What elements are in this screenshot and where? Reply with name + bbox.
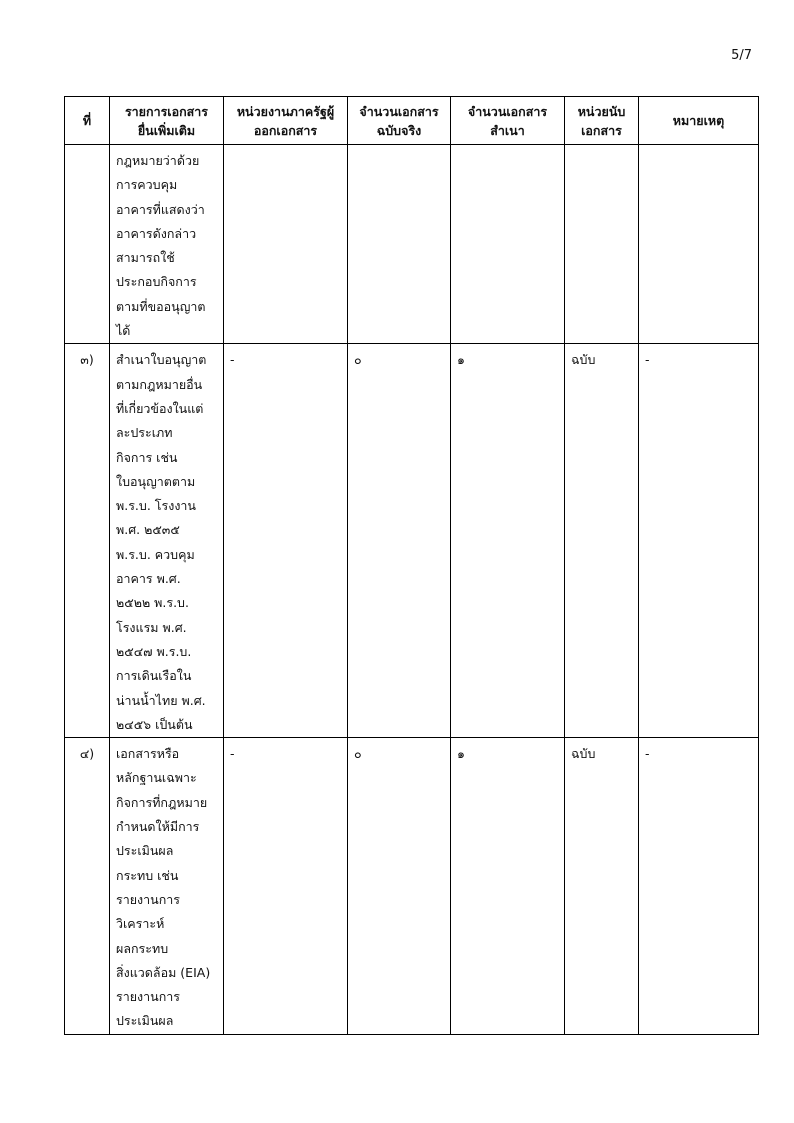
table-header-row (65, 97, 759, 145)
header-copy-count (451, 97, 565, 145)
header-document-list (110, 97, 224, 145)
issuing-agency: - (224, 738, 348, 1035)
document-description (110, 738, 224, 1035)
header-unit (565, 97, 639, 145)
text-line: ๒๕๒๒ พ.ร.บ. (116, 595, 189, 611)
header-line: รายการเอกสาร (124, 103, 209, 119)
text-line: ประเมินผล (116, 843, 174, 859)
text-line: อาคารดังกล่าว (116, 225, 197, 241)
text-line: ผลกระทบ (116, 940, 169, 956)
text-line: รายงานการ (116, 989, 181, 1005)
header-remark (639, 97, 759, 145)
unit: ฉบับ (565, 738, 639, 1035)
additional-documents-table (64, 96, 759, 1035)
header-line: หน่วยงานภาครัฐผู้ (236, 103, 335, 119)
header-line: หมายเหตุ (672, 113, 725, 128)
table-row (65, 344, 759, 738)
issuing-agency: - (224, 344, 348, 738)
text-line: ๒๕๔๗ พ.ร.บ. (116, 643, 192, 659)
table-row (65, 145, 759, 344)
header-line: จำนวนเอกสาร (467, 103, 548, 119)
text-line: ที่เกี่ยวข้องในแต่ (116, 400, 204, 416)
header-issuing-agency (224, 97, 348, 145)
table-row (65, 738, 759, 1035)
document-description (110, 145, 224, 344)
text-line: ละประเภท (116, 425, 173, 441)
header-line: เอกสาร (581, 122, 622, 138)
unit (565, 145, 639, 344)
text-line: เอกสารหรือ (116, 746, 180, 762)
row-number (65, 145, 110, 344)
text-line: กระทบ เช่น (116, 867, 179, 883)
text-line: น่านน้ำไทย พ.ศ. (116, 692, 206, 708)
text-line: ประกอบกิจการ (116, 274, 197, 290)
header-line: ที่ (82, 113, 92, 128)
row-number: ๓) (65, 344, 110, 738)
header-line: จำนวนเอกสาร (359, 103, 439, 119)
copy-count (451, 145, 565, 344)
text-line: พ.ศ. ๒๕๓๕ (116, 522, 180, 538)
text-line: โรงแรม พ.ศ. (116, 619, 187, 635)
text-line: กิจการ เช่น (116, 449, 178, 465)
row-number: ๔) (65, 738, 110, 1035)
unit: ฉบับ (565, 344, 639, 738)
text-line: พ.ร.บ. โรงงาน (116, 498, 196, 514)
text-line: อาคารที่แสดงว่า (116, 201, 205, 217)
remark: - (639, 344, 759, 738)
text-line: กิจการที่กฎหมาย (116, 794, 208, 810)
issuing-agency (224, 145, 348, 344)
text-line: กฎหมายว่าด้วย (116, 153, 200, 168)
text-line: ตามกฎหมายอื่น (116, 376, 203, 392)
text-line: พ.ร.บ. ควบคุม (116, 546, 195, 562)
text-line: หลักฐานเฉพาะ (116, 770, 197, 786)
remark: - (639, 738, 759, 1035)
copy-count: ๑ (451, 344, 565, 738)
header-line: หน่วยนับ (577, 103, 626, 119)
text-line: ประเมินผล (116, 1013, 174, 1029)
text-line: การเดินเรือใน (116, 668, 192, 684)
page-number: 5/7 (731, 48, 752, 63)
header-no (65, 97, 110, 145)
remark (639, 145, 759, 344)
copy-count: ๑ (451, 738, 565, 1035)
header-line: ยื่นเพิ่มเติม (137, 122, 196, 138)
text-line: สำเนาใบอนุญาต (116, 352, 207, 368)
text-line: อาคาร พ.ศ. (116, 571, 181, 587)
text-line: ๒๔๕๖ เป็นต้น (116, 716, 193, 732)
document-description (110, 344, 224, 738)
text-line: กำหนดให้มีการ (116, 819, 200, 835)
text-line: สามารถใช้ (116, 250, 175, 266)
original-count: ๐ (348, 344, 451, 738)
header-line: ออกเอกสาร (253, 122, 318, 138)
text-line: ใบอนุญาตตาม (116, 473, 196, 489)
header-line: สำเนา (490, 122, 525, 138)
text-line: วิเคราะห์ (116, 916, 165, 932)
text-line: ได้ (116, 323, 131, 339)
text-line: ตามที่ขออนุญาต (116, 298, 206, 314)
original-count: ๐ (348, 738, 451, 1035)
text-line: รายงานการ (116, 891, 181, 907)
header-line: ฉบับจริง (376, 122, 422, 138)
original-count (348, 145, 451, 344)
header-original-count (348, 97, 451, 145)
text-line: การควบคุม (116, 177, 178, 193)
text-line: สิ่งแวดล้อม (EIA) (116, 964, 211, 980)
